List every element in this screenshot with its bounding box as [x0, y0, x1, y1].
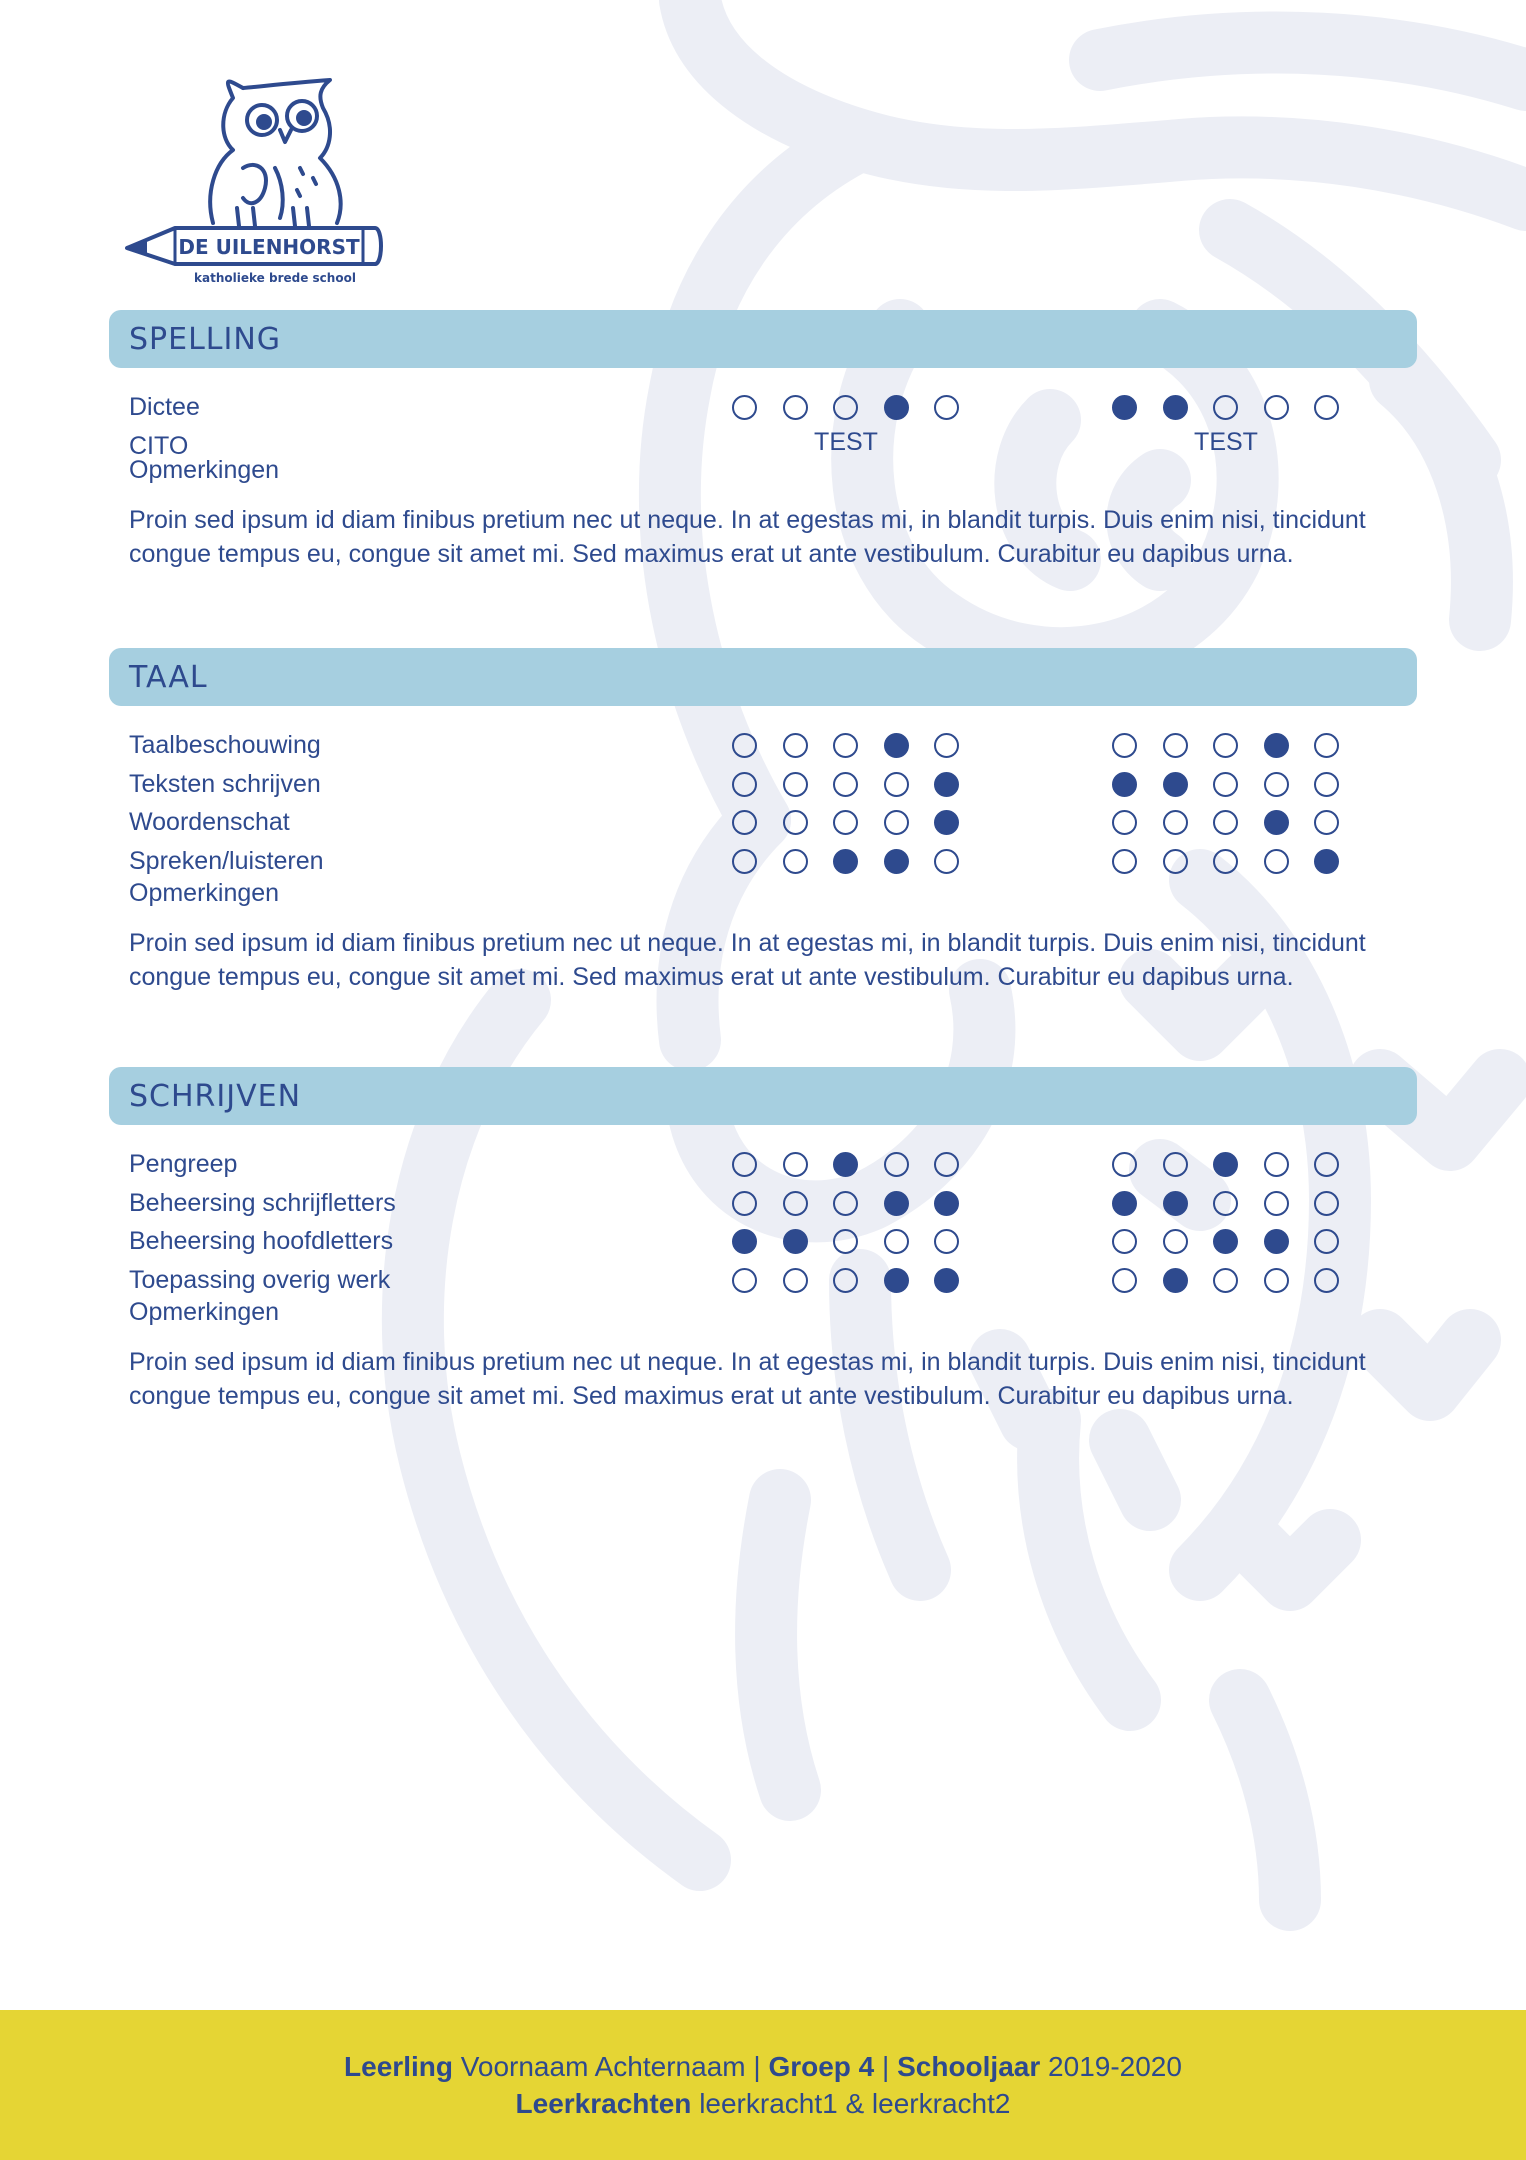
separator: |: [753, 2051, 761, 2082]
rating-dot-empty: [1163, 733, 1188, 758]
section-spelling: [109, 310, 1417, 571]
rating-dot-empty: [1213, 1268, 1238, 1293]
section-taal: [109, 648, 1417, 994]
rating-dot-filled: [732, 1229, 757, 1254]
rating-dot-empty: [1112, 1229, 1137, 1254]
rating-dot-empty: [783, 810, 808, 835]
rating-dot-empty: [783, 733, 808, 758]
rating-dot-filled: [1112, 772, 1137, 797]
row-label: Dictee: [129, 393, 200, 421]
rating-dot-empty: [1163, 810, 1188, 835]
rating-dot-filled: [833, 849, 858, 874]
footer: [0, 2010, 1526, 2160]
footer-line-1: [344, 2048, 1182, 2085]
rating-dot-empty: [1264, 1191, 1289, 1216]
remarks-label: Opmerkingen: [129, 455, 280, 484]
rating-dot-empty: [1264, 1268, 1289, 1293]
rating-dot-empty: [783, 1268, 808, 1293]
rating-dot-empty: [934, 849, 959, 874]
rating-dots-col2: [1112, 810, 1339, 835]
row-label: Beheersing hoofdletters: [129, 1227, 394, 1255]
row-label: Spreken/luisteren: [129, 846, 324, 875]
rating-dots-col2: [1112, 849, 1339, 874]
rating-dots-col1: [732, 1191, 959, 1216]
rating-dot-empty: [1314, 1191, 1339, 1216]
section-title: SCHRIJVEN: [129, 1078, 302, 1114]
rating-dot-empty: [1314, 1152, 1339, 1177]
rating-dot-filled: [1264, 810, 1289, 835]
rating-dot-filled: [1264, 733, 1289, 758]
rating-row: [109, 805, 1417, 844]
rating-row: [109, 429, 1417, 459]
rating-dot-empty: [833, 1268, 858, 1293]
row-label: Toepassing overig werk: [129, 1265, 391, 1294]
rating-dots-col2: [1112, 1191, 1339, 1216]
year-label: Schooljaar: [897, 2051, 1041, 2082]
rating-dot-filled: [833, 1152, 858, 1177]
rating-dot-filled: [884, 1191, 909, 1216]
remarks-label: Opmerkingen: [129, 1298, 280, 1326]
rating-dot-empty: [1213, 772, 1238, 797]
rating-dot-filled: [1163, 395, 1188, 420]
rating-dot-empty: [833, 733, 858, 758]
rating-dot-empty: [732, 1268, 757, 1293]
rating-rows: [109, 1147, 1417, 1301]
rating-dot-empty: [732, 772, 757, 797]
rating-dot-filled: [1264, 1229, 1289, 1254]
rating-dot-empty: [1163, 849, 1188, 874]
rating-dot-filled: [884, 1268, 909, 1293]
remarks-text: Proin sed ipsum id diam finibus pretium nec ut neque. In at egestas mi, in blandit turpis. Duis enim nisi, tincidunt congue tempus eu, congue sit amet mi. Sed maximus erat ut ante vestibulum. Curabitur eu dapibus urna.: [129, 1348, 1366, 1410]
rating-dots-col2: [1112, 772, 1339, 797]
rating-dot-filled: [884, 849, 909, 874]
rating-dot-filled: [1213, 1152, 1238, 1177]
section-header: [109, 1067, 1417, 1125]
rating-row: [109, 767, 1417, 806]
rating-dots-col1: [732, 849, 959, 874]
rating-dot-empty: [732, 733, 757, 758]
rating-dot-filled: [1163, 772, 1188, 797]
rating-dots-col1: [732, 395, 959, 420]
rating-dot-empty: [884, 810, 909, 835]
rating-dot-empty: [1112, 733, 1137, 758]
student-label: Leerling: [344, 2051, 453, 2082]
row-label: Taalbeschouwing: [129, 731, 321, 759]
rating-dots-col1: [732, 810, 959, 835]
rating-dot-empty: [884, 1229, 909, 1254]
rating-dot-empty: [934, 395, 959, 420]
rating-dot-empty: [1264, 849, 1289, 874]
rating-dots-col2: [1112, 1268, 1339, 1293]
rating-dot-empty: [1213, 849, 1238, 874]
pencil-icon: [127, 228, 381, 264]
rating-row: [109, 1224, 1417, 1263]
row-label: Pengreep: [129, 1150, 238, 1178]
row-label: Beheersing schrijfletters: [129, 1188, 396, 1217]
rating-dot-filled: [884, 395, 909, 420]
rating-dot-filled: [934, 1268, 959, 1293]
rating-dot-empty: [783, 395, 808, 420]
rating-dots-col1: [732, 772, 959, 797]
rating-dot-empty: [1314, 733, 1339, 758]
rating-row: [109, 390, 1417, 429]
rating-row: [109, 1147, 1417, 1186]
rating-dot-empty: [783, 1152, 808, 1177]
rating-dot-empty: [884, 1152, 909, 1177]
test-label: TEST: [814, 427, 878, 456]
rating-row: [109, 844, 1417, 883]
separator: |: [882, 2051, 890, 2082]
rating-dot-filled: [934, 772, 959, 797]
rating-dot-empty: [1112, 849, 1137, 874]
rating-rows: [109, 728, 1417, 882]
rating-dot-filled: [934, 810, 959, 835]
remarks-text: Proin sed ipsum id diam finibus pretium nec ut neque. In at egestas mi, in blandit turpis. Duis enim nisi, tincidunt congue tempus eu, congue sit amet mi. Sed maximus erat ut ante vestibulum. Curabitur eu dapibus urna.: [129, 929, 1366, 991]
rating-dot-empty: [1163, 1152, 1188, 1177]
rating-dot-empty: [1112, 1152, 1137, 1177]
rating-dot-empty: [1213, 810, 1238, 835]
rating-dot-empty: [1112, 1268, 1137, 1293]
section-title: TAAL: [129, 659, 208, 695]
rating-dot-empty: [732, 395, 757, 420]
rating-dot-empty: [1314, 810, 1339, 835]
footer-line-2: [516, 2085, 1011, 2122]
rating-dot-empty: [732, 1152, 757, 1177]
rating-dot-empty: [833, 810, 858, 835]
rating-row: [109, 1186, 1417, 1225]
group-label: Groep 4: [768, 2051, 875, 2082]
rating-dot-filled: [1163, 1191, 1188, 1216]
rating-dot-empty: [934, 1152, 959, 1177]
rating-dots-col1: [732, 733, 959, 758]
rating-dot-empty: [833, 1191, 858, 1216]
rating-dot-empty: [884, 772, 909, 797]
rating-rows: [109, 390, 1417, 459]
rating-dots-col2: [1112, 1152, 1339, 1177]
remarks-text: Proin sed ipsum id diam finibus pretium nec ut neque. In at egestas mi, in blandit turpis. Duis enim nisi, tincidunt congue tempus eu, congue sit amet mi. Sed maximus erat ut ante vestibulum. Curabitur eu dapibus urna.: [129, 505, 1366, 568]
rating-dot-empty: [1264, 395, 1289, 420]
row-label: Woordenschat: [129, 808, 290, 836]
logo-subtitle: katholieke brede school: [194, 271, 356, 285]
rating-dot-empty: [732, 810, 757, 835]
row-label: Teksten schrijven: [129, 769, 321, 798]
remarks-label: Opmerkingen: [129, 879, 280, 907]
rating-dot-empty: [1213, 1191, 1238, 1216]
rating-dot-filled: [1314, 849, 1339, 874]
logo-name: DE UILENHORST: [178, 235, 360, 259]
year-value: 2019-2020: [1048, 2051, 1182, 2082]
rating-dot-filled: [1163, 1268, 1188, 1293]
section-header: [109, 648, 1417, 706]
rating-dots-col2: [1112, 733, 1339, 758]
rating-dot-empty: [783, 1191, 808, 1216]
teachers-value: leerkracht1 & leerkracht2: [699, 2088, 1011, 2119]
rating-dot-empty: [1314, 395, 1339, 420]
rating-dot-empty: [1264, 1152, 1289, 1177]
rating-dot-empty: [833, 772, 858, 797]
rating-dot-empty: [732, 849, 757, 874]
test-label: TEST: [1194, 427, 1258, 456]
rating-dot-empty: [732, 1191, 757, 1216]
student-value: Voornaam Achternaam: [460, 2051, 746, 2082]
rating-dot-empty: [1264, 772, 1289, 797]
rating-dot-empty: [833, 1229, 858, 1254]
rating-row: [109, 728, 1417, 767]
rating-dots-col1: [732, 1152, 959, 1177]
teachers-label: Leerkrachten: [515, 2088, 692, 2119]
rating-dot-filled: [1213, 1229, 1238, 1254]
rating-dot-empty: [934, 733, 959, 758]
row-label: CITO: [129, 431, 189, 460]
rating-dots-col2: [1112, 1229, 1339, 1254]
rating-dot-empty: [1213, 395, 1238, 420]
section-schrijven: [109, 1067, 1417, 1413]
rating-dot-filled: [1112, 395, 1137, 420]
school-logo: [125, 68, 385, 288]
rating-dot-filled: [884, 733, 909, 758]
rating-dot-filled: [783, 1229, 808, 1254]
rating-dot-empty: [1213, 733, 1238, 758]
rating-dot-empty: [783, 849, 808, 874]
rating-dot-empty: [1314, 772, 1339, 797]
rating-dot-empty: [1314, 1229, 1339, 1254]
rating-dot-empty: [1163, 1229, 1188, 1254]
rating-dots-col2: [1112, 395, 1339, 420]
rating-dot-filled: [934, 1191, 959, 1216]
rating-dot-empty: [1314, 1268, 1339, 1293]
rating-dot-empty: [1112, 810, 1137, 835]
section-title: SPELLING: [129, 321, 282, 357]
rating-dots-col1: [732, 1268, 959, 1293]
section-header: [109, 310, 1417, 368]
rating-dot-filled: [1112, 1191, 1137, 1216]
rating-dot-empty: [833, 395, 858, 420]
rating-dots-col1: [732, 1229, 959, 1254]
rating-dot-empty: [934, 1229, 959, 1254]
rating-row: [109, 1263, 1417, 1302]
rating-dot-empty: [783, 772, 808, 797]
